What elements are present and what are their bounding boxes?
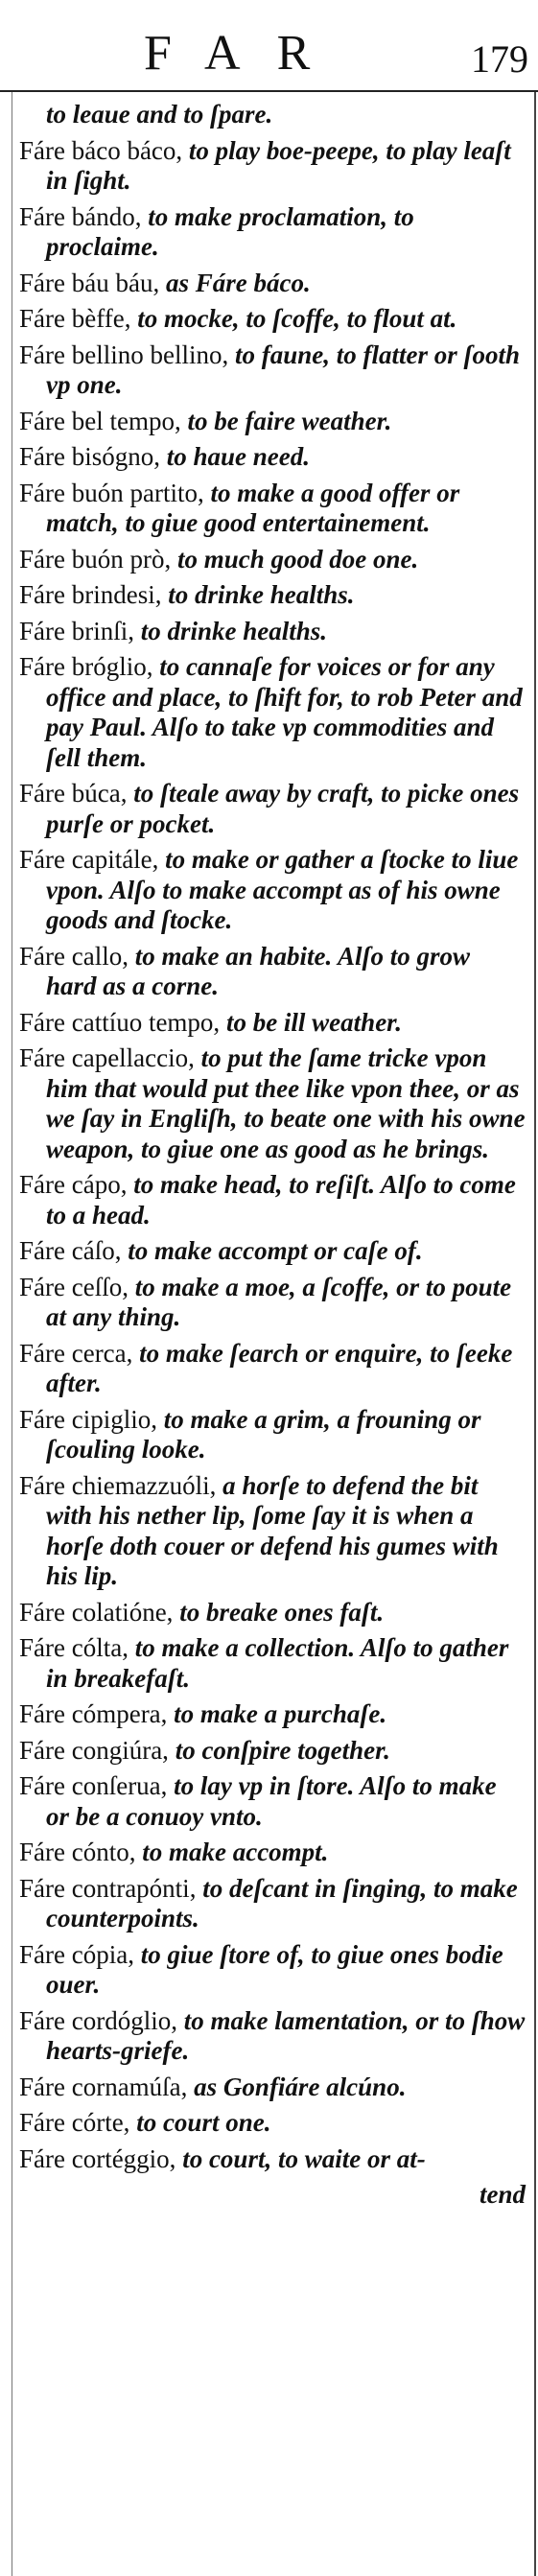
dictionary-entry [19,479,526,539]
entry-definition: to put the ſame tricke vpon him that would put thee like vpon thee, or as we ſay in Engliſh, to beate one with his owne weapon, to giue one as good as he brings. [46,1043,526,1163]
entry-definition: to make an habite. Alſo to grow hard as a corne. [46,941,470,1000]
header-rule [0,90,538,92]
dictionary-entry [19,304,526,335]
entry-headword: Fáre ceſſo, [19,1272,135,1301]
entry-definition: to make accompt or caſe of. [128,1236,423,1265]
dictionary-entry [19,1633,526,1694]
entry-definition: to leaue and to ſpare. [46,100,273,129]
entry-headword: Fáre cónto, [19,1838,143,1866]
entry-headword: Fáre bisógno, [19,442,167,471]
entry-headword: Fáre córte, [19,2108,137,2137]
entry-definition: to giue ſtore of, to giue ones bodie ouer. [46,1939,503,1999]
entry-definition: to make proclamation, to proclaime. [46,201,414,261]
entry-definition: to conſpire together. [175,1735,390,1765]
entry-list [19,100,526,2216]
entry-definition: to make head, to reſiſt. Alſo to come to a head. [46,1170,516,1229]
entry-definition: to make a good offer or match, to giue good entertainement. [46,478,460,537]
entry-headword: Fáre cattíuo tempo, [19,1007,226,1037]
entry-headword: Fáre cólta, [19,1633,135,1662]
entry-definition: to court, to waite or at- [182,2143,426,2173]
entry-headword: Fáre cópia, [19,1939,141,1969]
dictionary-entry [19,779,526,839]
entry-definition: to play boe-peepe, to play leaſt in ſight. [46,135,511,195]
entry-definition: a horſe to defend the bit with his nether lip, ſome ſay it is when a horſe doth couer or defend his gumes with his lip. [46,1470,499,1590]
entry-headword: Fáre bellino bellino, [19,340,235,369]
dictionary-entry [19,2144,526,2175]
entry-headword: Fáre conſerua, [19,1771,175,1800]
entry-headword: Fáre bróglio, [19,652,160,681]
entry-definition: to cannaſe for voices or for any office and place, to ſhift for, to rob Peter and pay Paul. Alſo to take vp commodities and ſell them. [46,652,523,772]
entry-definition: as Fáre báco. [165,268,311,297]
dictionary-entry [19,580,526,611]
right-column-rule [534,92,536,2576]
entry-headword: Fáre buón prò, [19,544,177,574]
entry-headword: Fáre cornamúſa, [19,2072,195,2101]
entry-definition: to make ſearch or enquire, to ſeeke after. [46,1338,513,1397]
dictionary-entry [19,1471,526,1592]
entry-headword: Fáre capellaccio, [19,1043,201,1072]
dictionary-entry [19,136,526,197]
dictionary-entry [19,1598,526,1628]
dictionary-entry [19,442,526,473]
entry-definition: as Gonfiáre alcúno. [194,2072,407,2101]
entry-headword: Fáre búca, [19,779,134,808]
dictionary-entry [19,617,526,647]
entry-definition: to haue need. [166,442,310,471]
entry-headword: Fáre bándo, [19,201,149,231]
entry-definition: to make a moe, a ſcoffe, or to poute at any thing. [46,1272,512,1331]
entry-definition: to drinke healths. [140,616,328,645]
dictionary-entry [19,1838,526,1868]
dictionary-entry [19,1874,526,1934]
dictionary-entry [19,1043,526,1164]
dictionary-entry [19,1170,526,1230]
dictionary-entry [19,340,526,401]
entry-definition: to make a purchaſe. [174,1699,387,1728]
dictionary-entry [19,545,526,575]
entry-headword: Fáre congiúra, [19,1735,175,1765]
dictionary-entry [19,1339,526,1399]
dictionary-entry [19,407,526,437]
page-number: 179 [471,37,528,81]
entry-headword: Fáre capitále, [19,845,166,874]
entry-definition: to deſcant in ſinging, to make counterpoints. [46,1873,518,1932]
entry-headword: Fáre bèffe, [19,304,138,333]
dictionary-entry [19,100,526,130]
entry-headword: Fáre brinſi, [19,616,141,645]
entry-definition: to mocke, to ſcoffe, to flout at. [137,304,457,333]
entry-headword: Fáre cortéggio, [19,2143,183,2173]
entry-headword: Fáre brindesi, [19,580,169,609]
entry-headword: Fáre bel tempo, [19,406,188,435]
entry-headword: Fáre cordóglio, [19,2005,184,2035]
entry-headword: Fáre báu báu, [19,268,166,297]
entry-definition: to make a collection. Alſo to gather in breakefaſt. [46,1633,509,1693]
entry-headword: Fáre cipiglio, [19,1404,164,1434]
entry-definition: to make lamentation, or to ſhow hearts-griefe. [46,2005,526,2065]
dictionary-entry [19,1008,526,1039]
entry-headword: Fáre báco báco, [19,135,189,165]
dictionary-entry [19,1699,526,1730]
entry-headword: Fáre buón partito, [19,478,211,507]
entry-definition: to be faire weather. [187,406,392,435]
entry-headword: Fáre cáſo, [19,1236,129,1265]
dictionary-entry [19,1771,526,1832]
dictionary-entry [19,1405,526,1465]
entry-headword: Fáre chiemazzuóli, [19,1470,223,1500]
entry-definition: to be ill weather. [225,1007,402,1037]
entry-definition: to make a grim, a frouning or ſcouling looke. [46,1404,481,1464]
entry-headword: Fáre callo, [19,941,135,971]
dictionary-entry [19,845,526,936]
running-head [0,19,538,86]
entry-definition: to make or gather a ſtocke to liue vpon. Alſo to make accompt as of his owne goods and ſtocke. [46,845,519,934]
dictionary-entry [19,1940,526,2001]
entry-headword: Fáre cerca, [19,1338,140,1368]
dictionary-entry [19,2108,526,2139]
dictionary-entry [19,1236,526,1267]
running-head-word: FAR [144,26,347,81]
entry-headword: Fáre cómpera, [19,1699,175,1728]
dictionary-entry [19,202,526,263]
entry-definition: to drinke healths. [168,580,355,609]
entry-definition: to make accompt. [142,1838,329,1866]
entry-definition: to faune, to flatter or ſooth vp one. [46,340,520,399]
dictionary-entry [19,652,526,773]
entry-definition: to much good doe one. [176,544,419,574]
dictionary-entry [19,942,526,1002]
dictionary-entry [19,1273,526,1333]
dictionary-entry [19,2073,526,2103]
entry-definition: to breake ones faſt. [179,1597,385,1627]
entry-headword: Fáre colatióne, [19,1597,180,1627]
dictionary-entry [19,2006,526,2067]
entry-definition: to lay vp in ſtore. Alſo to make or be a conuoy vnto. [46,1771,497,1831]
catchword: tend [479,2180,526,2209]
entry-definition: to ſteale away by craft, to picke ones purſe or pocket. [46,779,520,838]
dictionary-entry [19,269,526,299]
entry-definition: to court one. [136,2108,271,2137]
dictionary-entry [19,1736,526,1767]
entry-headword: Fáre contrapónti, [19,1873,203,1903]
entry-headword: Fáre cápo, [19,1170,134,1199]
